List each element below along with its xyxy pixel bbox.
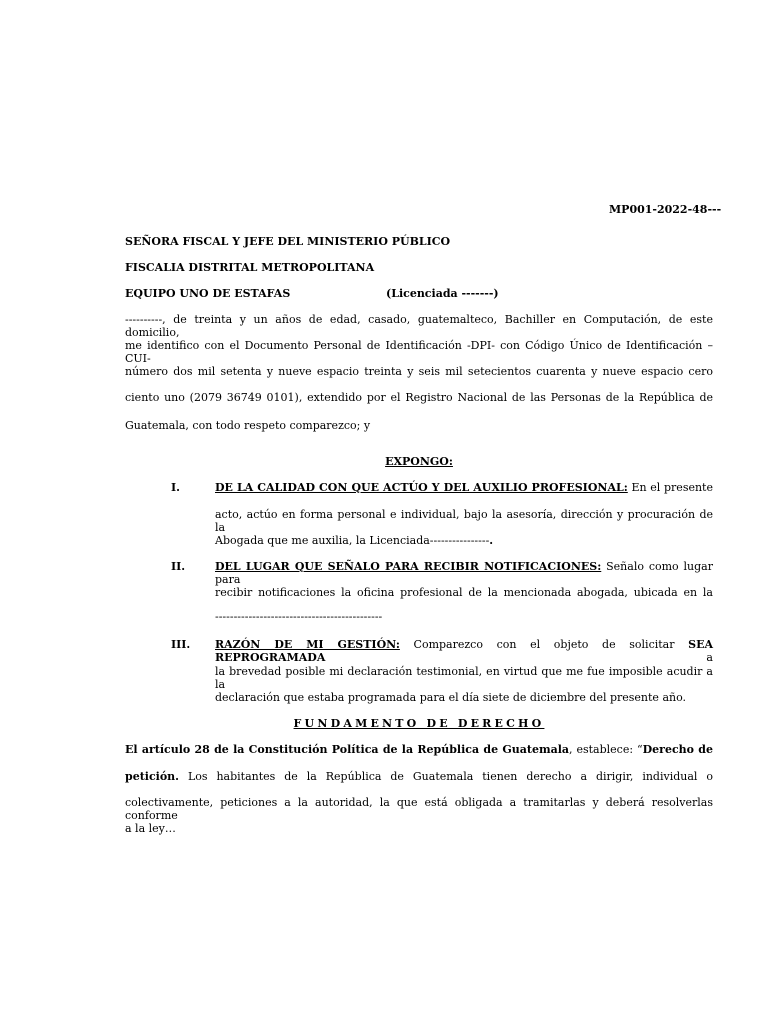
fundamento-heading: FUNDAMENTO DE DERECHO (293, 717, 545, 730)
intro-line-3: número dos mil setenta y nueve espacio treinta y seis mil setecientos cuarenta y nueve espacio cero (125, 365, 713, 378)
addressee-licenciada: (Licenciada -------) (386, 287, 499, 300)
articulo-line-2 (125, 770, 713, 783)
intro-line-5: Guatemala, con todo respeto comparezco; y (125, 419, 371, 432)
articulo-line-3: colectivamente, peticiones a la autoridad, la que está obligada a tramitarlas y deberá resolverlas conforme (125, 796, 713, 822)
articulo-line-2-rest: Los habitantes de la República de Guatemala tienen derecho a dirigir, individual o (179, 770, 713, 783)
item-1-line-3-text: Abogada que me auxilia, la Licenciada---------------- (215, 534, 490, 547)
addressee-line-1: SEÑORA FISCAL Y JEFE DEL MINISTERIO PÚBLICO (125, 235, 451, 248)
item-3-line-3: declaración que estaba programada para el día siete de diciembre del presente año. (215, 691, 687, 704)
intro-line-2: me identifico con el Documento Personal de Identificación -DPI- con Código Único de Identificación –CUI- (125, 339, 713, 365)
item-1-number: I. (171, 481, 180, 494)
articulo-line-1-mid: , establece: “ (569, 743, 643, 756)
intro-line-1: ----------, de treinta y un años de edad, casado, guatemalteco, Bachiller en Computación, de este domicilio, (125, 313, 713, 339)
articulo-line-1-bold: El artículo 28 de la Constitución Política de la República de Guatemala (125, 743, 570, 756)
item-1-title: DE LA CALIDAD CON QUE ACTÚO Y DEL AUXILIO PROFESIONAL: (215, 481, 628, 494)
articulo-line-4: a la ley… (125, 822, 176, 835)
item-1-line-3-end: . (489, 534, 494, 547)
item-3-line-1-end: a (325, 651, 713, 664)
articulo-line-1 (125, 743, 713, 756)
item-2-title: DEL LUGAR QUE SEÑALO PARA RECIBIR NOTIFICACIONES: (215, 560, 602, 573)
item-2-line-1-rest: Señalo como lugar para (215, 560, 713, 586)
articulo-line-2-bold: petición. (125, 770, 179, 783)
item-1-line-1 (215, 481, 713, 494)
item-3-title: RAZÓN DE MI GESTIÓN: (215, 638, 400, 651)
intro-line-4: ciento uno (2079 36749 0101), extendido por el Registro Nacional de las Personas de la República de (125, 391, 713, 404)
addressee-line-3: EQUIPO UNO DE ESTAFAS (125, 287, 291, 300)
reference-number: MP001-2022-48--- (609, 203, 722, 216)
item-2-number: II. (171, 560, 186, 573)
item-3-line-2: la brevedad posible mi declaración testimonial, en virtud que me fue imposible acudir a la (215, 665, 713, 691)
item-3-line-1 (215, 638, 713, 664)
item-1-line-1-rest: En el presente (627, 481, 713, 494)
item-3-number: III. (171, 638, 191, 651)
expongo-heading: EXPONGO: (385, 455, 453, 468)
item-2-line-1 (215, 560, 713, 586)
articulo-line-1-bold-2: Derecho de (642, 743, 713, 756)
item-1-line-2: acto, actúo en forma personal e individual, bajo la asesoría, dirección y procuración de la (215, 508, 713, 534)
addressee-line-2: FISCALIA DISTRITAL METROPOLITANA (125, 261, 375, 274)
item-3-line-1-mid: Comparezco con el objeto de solicitar (399, 638, 689, 651)
item-2-line-3: --------------------------------------------- (215, 610, 383, 623)
item-1-line-3 (215, 534, 713, 547)
item-2-line-2: recibir notificaciones la oficina profesional de la mencionada abogada, ubicada en la (215, 586, 713, 599)
item-3-line-1-bold: SEA REPROGRAMADA (215, 638, 714, 664)
